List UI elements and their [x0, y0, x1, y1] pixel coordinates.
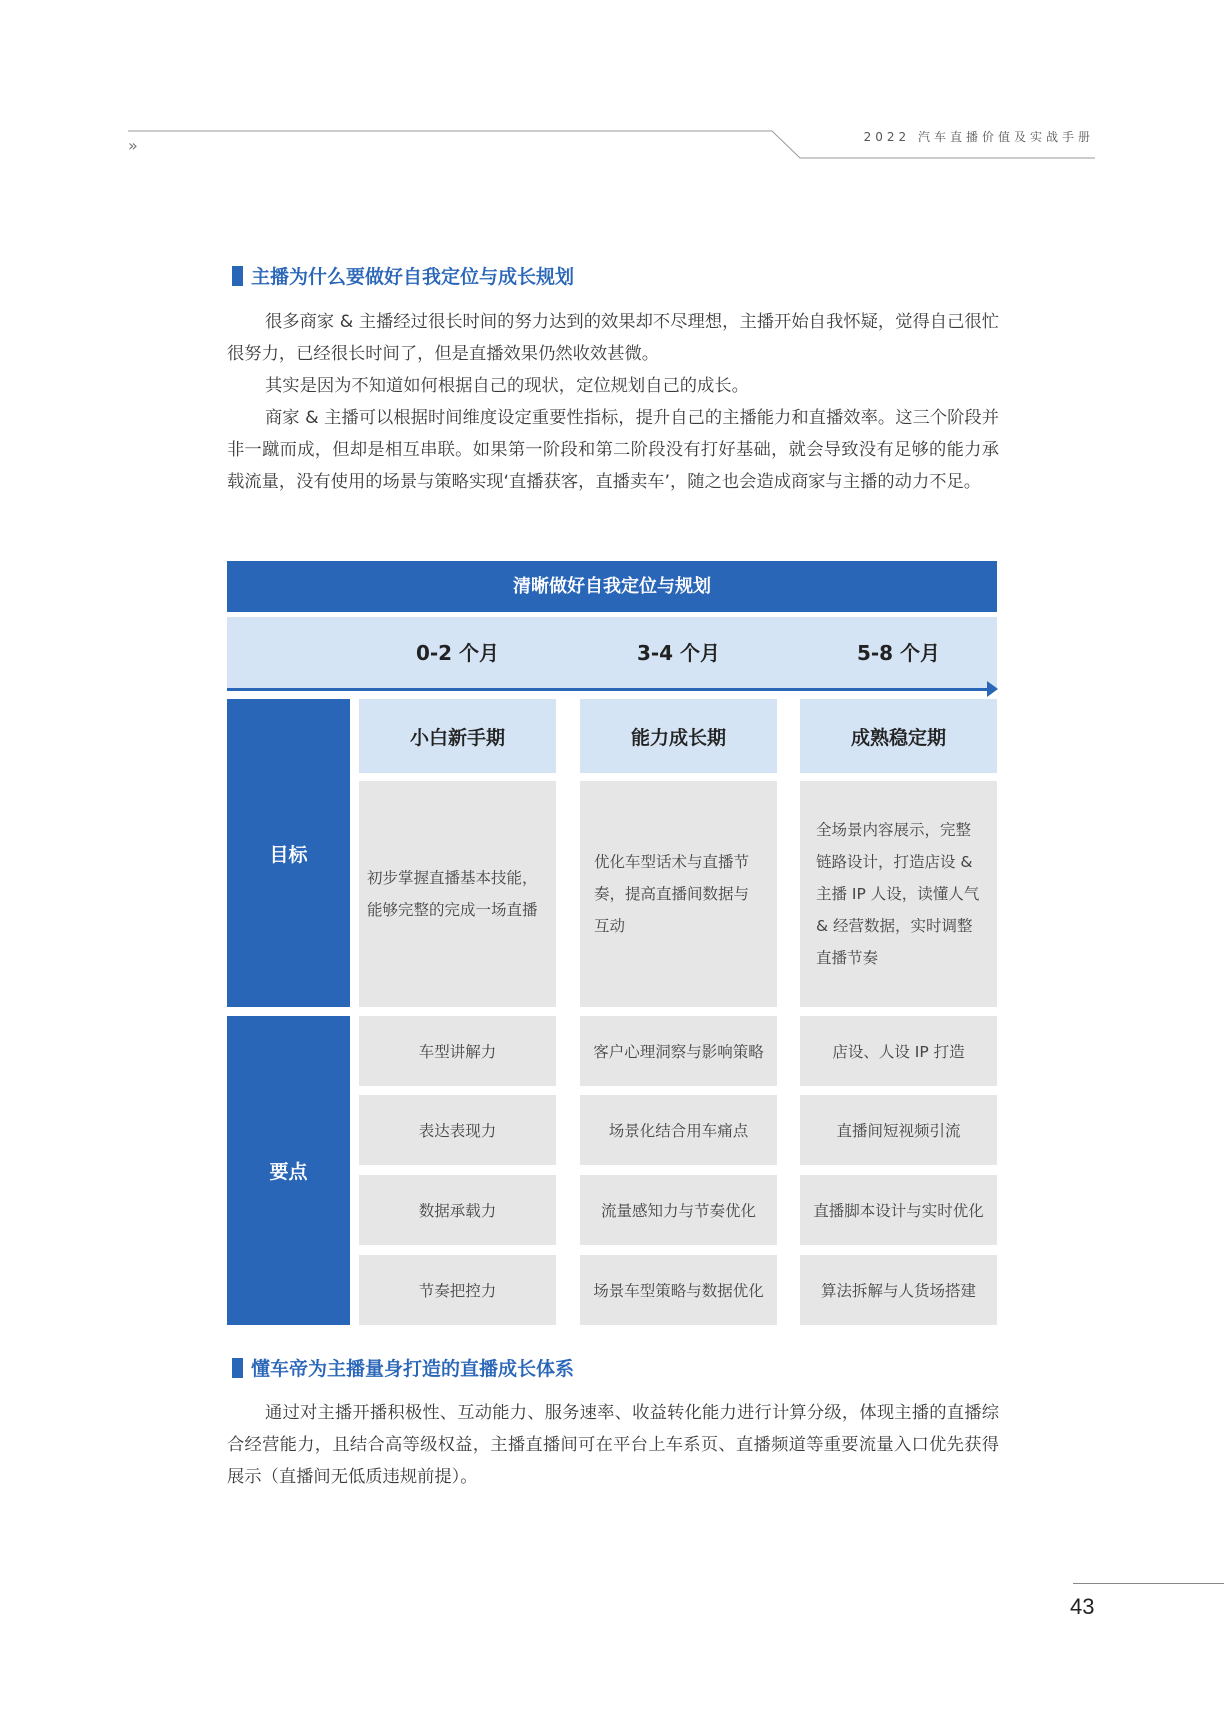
period-label: 3-4 个月	[636, 641, 721, 665]
phase-header: 成熟稳定期	[800, 699, 997, 773]
arrow-right-icon	[987, 681, 998, 697]
period-label: 0-2 个月	[415, 641, 500, 665]
section-heading-positioning: 主播为什么要做好自我定位与成长规划	[232, 265, 574, 289]
keypoint-cell: 数据承载力	[359, 1175, 556, 1245]
keypoint-cell: 流量感知力与节奏优化	[580, 1175, 777, 1245]
keypoint-cell: 节奏把控力	[359, 1255, 556, 1325]
goal-row-label: 目标	[227, 699, 350, 1007]
goal-cell: 初步掌握直播基本技能，能够完整的完成一场直播	[359, 781, 556, 1007]
keypoint-cell: 直播间短视频引流	[800, 1095, 997, 1165]
phase-header: 能力成长期	[580, 699, 777, 773]
section-heading-growth-system: 懂车帝为主播量身打造的直播成长体系	[232, 1357, 574, 1381]
keypoint-cell: 场景化结合用车痛点	[580, 1095, 777, 1165]
keypoint-cell: 客户心理洞察与影响策略	[580, 1016, 777, 1086]
timeline-arrow	[227, 688, 989, 691]
table-title: 清晰做好自我定位与规划	[227, 561, 997, 612]
heading-marker	[232, 266, 243, 286]
chevron-icon: »	[128, 136, 135, 155]
goal-cell: 优化车型话术与直播节奏，提高直播间数据与互动	[580, 781, 777, 1007]
goal-cell: 全场景内容展示，完整链路设计，打造店设 & 主播 IP 人设，读懂人气 & 经营数据，实时调整直播节奏	[800, 781, 997, 1007]
keypoint-cell: 直播脚本设计与实时优化	[800, 1175, 997, 1245]
section1-body	[227, 306, 999, 498]
keypoint-cell: 场景车型策略与数据优化	[580, 1255, 777, 1325]
phase-header: 小白新手期	[359, 699, 556, 773]
page-number: 43	[1070, 1594, 1095, 1619]
keypoint-cell: 算法拆解与人货场搭建	[800, 1255, 997, 1325]
paragraph: 其实是因为不知道如何根据自己的现状，定位规划自己的成长。	[265, 376, 749, 396]
section2-body	[227, 1397, 999, 1493]
paragraph: 通过对主播开播积极性、互动能力、服务速率、收益转化能力进行计算分级，体现主播的直播综合经营能力，且结合高等级权益，主播直播间可在平台上车系页、直播频道等重要流量入口优先获得展示（直播间无低质违规前提）。	[227, 1403, 999, 1487]
keypoint-row-label: 要点	[227, 1016, 350, 1325]
keypoint-cell: 店设、人设 IP 打造	[800, 1016, 997, 1086]
paragraph: 商家 & 主播可以根据时间维度设定重要性指标，提升自己的主播能力和直播效率。这三个阶段并非一蹴而成，但却是相互串联。如果第一阶段和第二阶段没有打好基础，就会导致没有足够的能力承载流量，没有使用的场景与策略实现‘直播获客，直播卖车’，随之也会造成商家与主播的动力不足。	[227, 408, 999, 492]
keypoint-cell: 表达表现力	[359, 1095, 556, 1165]
running-header: 2022 汽车直播价值及实战手册	[863, 130, 1094, 144]
footer-rule	[1073, 1583, 1224, 1584]
heading-marker	[232, 1358, 243, 1378]
paragraph: 很多商家 & 主播经过很长时间的努力达到的效果却不尽理想，主播开始自我怀疑，觉得自己很忙很努力，已经很长时间了，但是直播效果仍然收效甚微。	[227, 312, 999, 364]
period-label: 5-8 个月	[856, 641, 941, 665]
keypoint-cell: 车型讲解力	[359, 1016, 556, 1086]
